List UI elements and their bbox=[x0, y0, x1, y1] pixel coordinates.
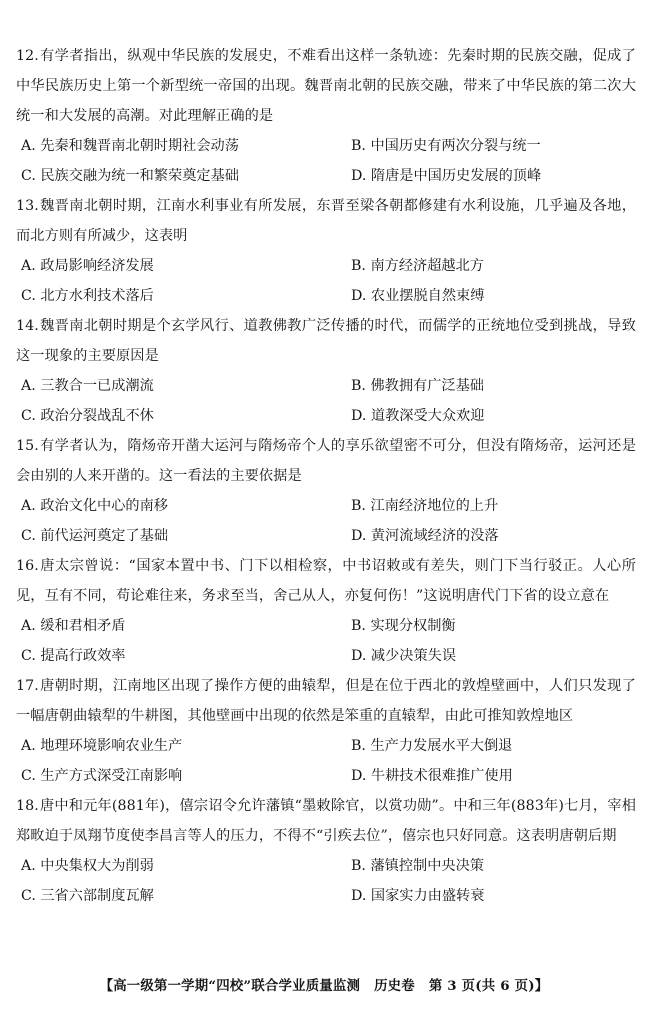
question-12 bbox=[16, 41, 636, 191]
question-list bbox=[16, 41, 636, 911]
option-c: C. 生产方式深受江南影响 bbox=[21, 768, 183, 784]
footer-exam-title: 【高一级第一学期“四校”联合学业质量监测 bbox=[99, 978, 361, 994]
option-b: B. 生产力发展水平大倒退 bbox=[351, 738, 513, 754]
question-number: 16. bbox=[16, 558, 39, 574]
question-stem bbox=[16, 671, 636, 731]
option-d: D. 黄河流域经济的没落 bbox=[351, 528, 499, 544]
question-text: 有学者指出，纵观中华民族的发展史，不难看出这样一条轨迹：先秦时期的民族交融，促成了中华民族历史上第一个新型统一帝国的出现。魏晋南北朝的民族交融，带来了中华民族的第二次大统一和大发展的高潮。对此理解正确的是 bbox=[16, 48, 636, 124]
option-grid bbox=[16, 251, 636, 311]
question-14 bbox=[16, 311, 636, 431]
question-13 bbox=[16, 191, 636, 311]
option-b: B. 实现分权制衡 bbox=[351, 618, 456, 634]
question-stem bbox=[16, 791, 636, 851]
question-text: 唐太宗曾说：“国家本置中书、门下以相检察，中书诏敕或有差失，则门下当行驳正。人心所见，互有不同，苟论难往来，务求至当，舍己从人，亦复何伤！”这说明唐代门下省的设立意在 bbox=[16, 558, 636, 604]
question-number: 13. bbox=[16, 198, 39, 214]
option-c: C. 提高行政效率 bbox=[21, 648, 126, 664]
option-a: A. 缓和君相矛盾 bbox=[21, 618, 126, 634]
question-text: 魏晋南北朝时期是个玄学风行、道教佛教广泛传播的时代，而儒学的正统地位受到挑战，导致这一现象的主要原因是 bbox=[16, 318, 636, 364]
question-stem bbox=[16, 311, 636, 371]
question-number: 18. bbox=[16, 798, 39, 814]
option-a: A. 先秦和魏晋南北朝时期社会动荡 bbox=[21, 138, 239, 154]
question-16 bbox=[16, 551, 636, 671]
option-d: D. 农业摆脱自然束缚 bbox=[351, 288, 485, 304]
footer-subject: 历史卷 bbox=[374, 978, 415, 994]
option-grid bbox=[16, 611, 636, 671]
option-d: D. 道教深受大众欢迎 bbox=[351, 408, 485, 424]
option-d: D. 减少决策失误 bbox=[351, 648, 457, 664]
question-number: 12. bbox=[16, 48, 39, 64]
question-text: 唐朝时期，江南地区出现了操作方便的曲辕犁，但是在位于西北的敦煌壁画中，人们只发现了一幅唐朝曲辕犁的牛耕图，其他壁画中出现的依然是笨重的直辕犁，由此可推知敦煌地区 bbox=[16, 678, 636, 724]
option-grid bbox=[16, 491, 636, 551]
question-stem bbox=[16, 191, 636, 251]
question-number: 14. bbox=[16, 318, 39, 334]
option-b: B. 中国历史有两次分裂与统一 bbox=[351, 138, 541, 154]
option-c: C. 前代运河奠定了基础 bbox=[21, 528, 169, 544]
option-c: C. 政治分裂战乱不休 bbox=[21, 408, 154, 424]
option-b: B. 南方经济超越北方 bbox=[351, 258, 484, 274]
option-c: C. 民族交融为统一和繁荣奠定基础 bbox=[21, 168, 239, 184]
question-text: 魏晋南北朝时期，江南水利事业有所发展，东晋至梁各朝都修建有水利设施，几乎遍及各地，而北方则有所减少，这表明 bbox=[16, 198, 636, 244]
option-d: D. 牛耕技术很难推广使用 bbox=[351, 768, 513, 784]
question-15 bbox=[16, 431, 636, 551]
option-grid bbox=[16, 371, 636, 431]
page-footer bbox=[0, 975, 648, 997]
option-a: A. 三教合一已成潮流 bbox=[21, 378, 154, 394]
question-stem bbox=[16, 431, 636, 491]
option-d: D. 国家实力由盛转衰 bbox=[351, 888, 485, 904]
option-a: A. 地理环境影响农业生产 bbox=[21, 738, 183, 754]
option-a: A. 政治文化中心的南移 bbox=[21, 498, 168, 514]
option-b: B. 江南经济地位的上升 bbox=[351, 498, 499, 514]
option-a: A. 政局影响经济发展 bbox=[21, 258, 154, 274]
question-17 bbox=[16, 671, 636, 791]
option-grid bbox=[16, 731, 636, 791]
option-c: C. 北方水利技术落后 bbox=[21, 288, 154, 304]
option-grid bbox=[16, 131, 636, 191]
option-b: B. 藩镇控制中央决策 bbox=[351, 858, 484, 874]
question-text: 有学者认为，隋炀帝开凿大运河与隋炀帝个人的享乐欲望密不可分，但没有隋炀帝，运河还是会由别的人来开凿的。这一看法的主要依据是 bbox=[16, 438, 636, 484]
question-18 bbox=[16, 791, 636, 911]
option-grid bbox=[16, 851, 636, 911]
option-d: D. 隋唐是中国历史发展的顶峰 bbox=[351, 168, 542, 184]
option-a: A. 中央集权大为削弱 bbox=[21, 858, 154, 874]
question-number: 17. bbox=[16, 678, 39, 694]
question-number: 15. bbox=[16, 438, 39, 454]
question-stem bbox=[16, 41, 636, 131]
question-text: 唐中和元年(881年)，僖宗诏令允许藩镇“墨敕除官，以赏功勋”。中和三年(883年)七月，宰相郑畋迫于凤翔节度使李昌言等人的压力，不得不“引疾去位”，僖宗也只好同意。这表明唐朝后期 bbox=[16, 798, 636, 844]
option-c: C. 三省六部制度瓦解 bbox=[21, 888, 154, 904]
footer-page-number: 第 3 页(共 6 页)】 bbox=[428, 978, 549, 994]
question-stem bbox=[16, 551, 636, 611]
option-b: B. 佛教拥有广泛基础 bbox=[351, 378, 484, 394]
